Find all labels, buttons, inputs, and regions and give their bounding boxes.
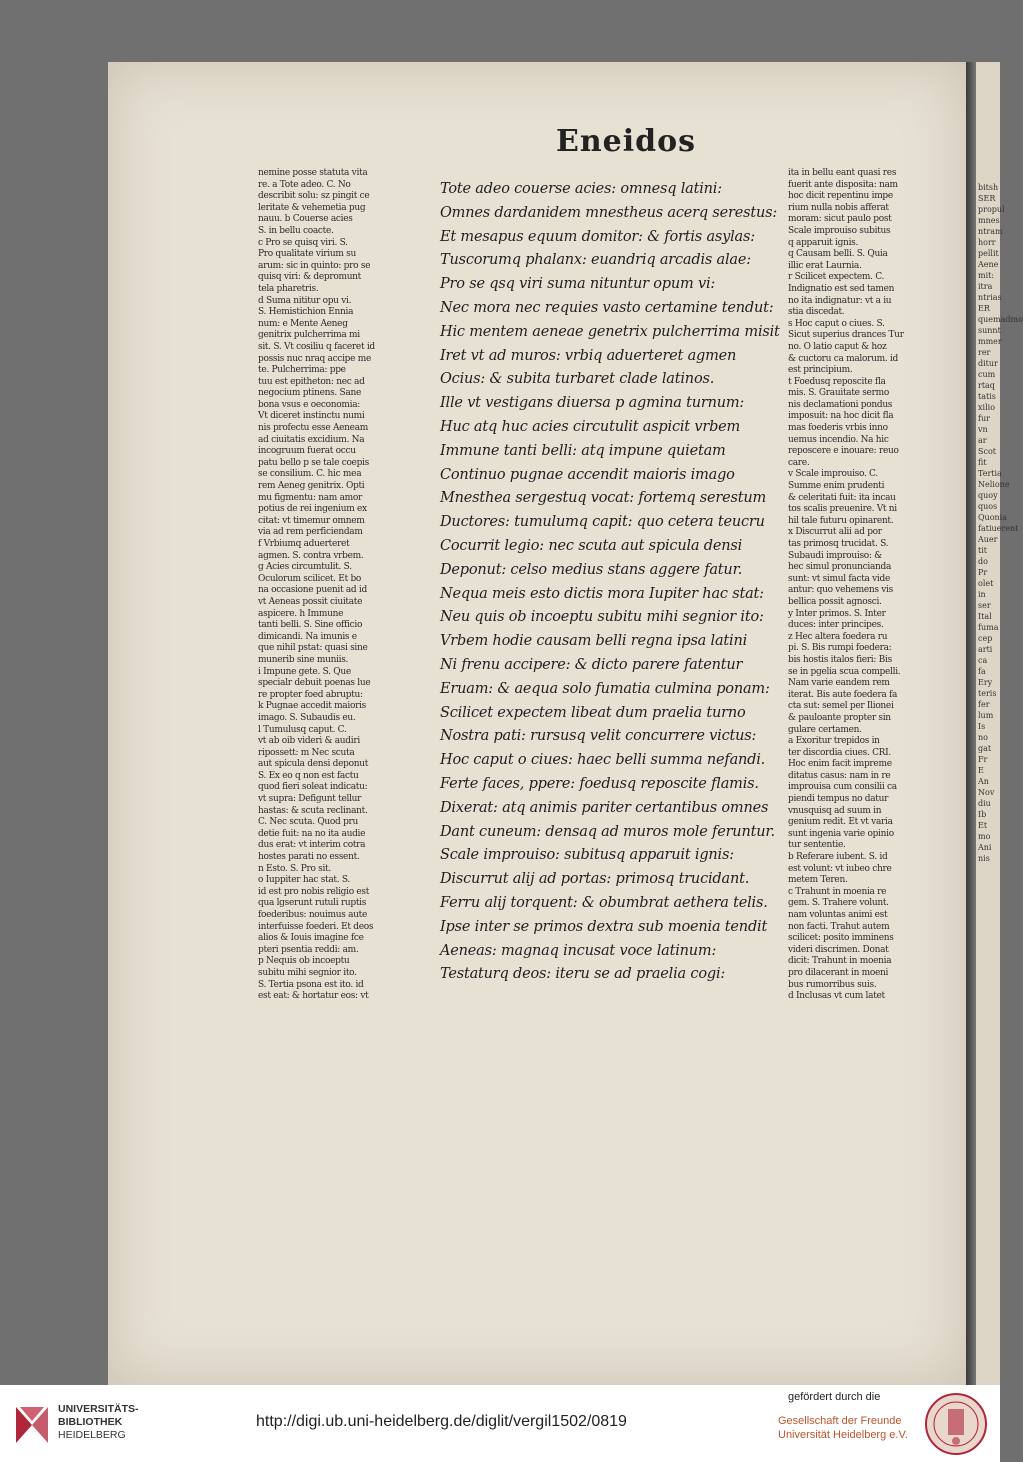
commentary-line: nemine posse statuta vita bbox=[258, 168, 368, 178]
verse-line: Dixerat: atq animis pariter certantibus omnes bbox=[440, 799, 769, 816]
book-gutter bbox=[966, 62, 976, 1385]
verse-line: Ille vt vestigans diuersa p agmina turnum: bbox=[440, 395, 745, 412]
verse-line: Huc atq huc acies circutulit aspicit vrbem bbox=[440, 418, 741, 435]
verse-line: Mnesthea sergestuq vocat: fortemq serestum bbox=[440, 490, 767, 507]
next-page-fragment: quemadmo bbox=[978, 315, 1023, 324]
verse-line: Scilicet expectem libeat dum praelia turno bbox=[440, 704, 746, 721]
commentary-line: interfuisse foederi. Et deos bbox=[258, 921, 374, 932]
commentary-line: hoc dicit repentinu impe bbox=[788, 191, 893, 202]
commentary-line: sunt: vt simul facta vide bbox=[788, 573, 890, 584]
commentary-line: mis. S. Grauitate sermo bbox=[788, 388, 889, 399]
commentary-line: S. Ex eo q non est factu bbox=[258, 770, 359, 781]
commentary-line: genium redit. Et vt varia bbox=[788, 817, 893, 828]
commentary-line: quod fieri soleat indicatu: bbox=[258, 782, 368, 793]
verse-line: Ipse inter se primos dextra sub moenia tendit bbox=[440, 918, 768, 935]
verse-line: Ocius: & subita turbaret clade latinos. bbox=[440, 371, 715, 388]
commentary-line: tanti belli. S. Sine officio bbox=[258, 620, 363, 631]
verse-line: Aeneas: magnaq incusat voce latinum: bbox=[440, 942, 717, 959]
commentary-line: aspicere. h Immune bbox=[258, 608, 344, 619]
commentary-line: S. in bellu coacte. bbox=[258, 225, 334, 236]
commentary-line: metem Teren. bbox=[788, 875, 848, 886]
commentary-line: moram: sicut paulo post bbox=[788, 214, 892, 225]
next-page-fragment: Pr bbox=[978, 568, 988, 577]
commentary-line: q apparuit ignis. bbox=[788, 237, 859, 248]
verse-line: Omnes dardanidem mnestheus acerq serestus: bbox=[440, 204, 778, 221]
commentary-line: rem Aeneg genitrix. Opti bbox=[258, 481, 365, 492]
commentary-line: stia discedat. bbox=[788, 307, 845, 318]
next-page-fragment: An bbox=[978, 777, 989, 786]
next-page-fragment: Scot bbox=[978, 447, 996, 456]
sponsor-name-line1[interactable]: Gesellschaft der Freunde bbox=[778, 1415, 902, 1427]
next-page-fragment: horr bbox=[978, 238, 996, 247]
next-page-fragment: no bbox=[978, 733, 988, 742]
commentary-line: rium nulla nobis afferat bbox=[788, 202, 889, 213]
verse-line: Eruam: & aequa solo fumatia culmina ponam: bbox=[440, 680, 770, 697]
commentary-line: Sicut superius drances Tur bbox=[788, 330, 904, 341]
commentary-line: & pauloante propter sin bbox=[788, 712, 891, 723]
next-page-fragment: ER bbox=[978, 304, 990, 313]
next-page-fragment: lum bbox=[978, 711, 994, 720]
commentary-line: n Esto. S. Pro sit. bbox=[258, 863, 331, 874]
next-page-fragment: fatiuerent bbox=[978, 524, 1019, 533]
next-page-fragment: mnes bbox=[978, 216, 1000, 225]
next-page-fragment: Et bbox=[978, 821, 988, 830]
next-page-fragment: cep bbox=[978, 634, 993, 643]
next-page-fragment: in bbox=[978, 590, 986, 599]
commentary-line: tur sententie. bbox=[788, 840, 846, 851]
commentary-line: qua lgserunt rutuli ruptis bbox=[258, 898, 367, 909]
commentary-line: hil tale futuru opinarent. bbox=[788, 515, 894, 526]
commentary-line: tuu est epitheton: nec ad bbox=[258, 376, 365, 387]
university-library-logo-icon bbox=[12, 1403, 52, 1445]
commentary-line: Subaudi improuiso: & bbox=[788, 550, 882, 561]
commentary-line: mas foederis vrbis inno bbox=[788, 423, 888, 434]
commentary-line: s Hoc caput o ciues. S. bbox=[788, 318, 885, 329]
next-page-fragment: Ib bbox=[978, 810, 987, 819]
next-page-fragment: Auer bbox=[978, 535, 998, 544]
next-page-fragment: quos bbox=[978, 502, 998, 511]
viewer-footer bbox=[0, 1385, 1000, 1462]
commentary-line: sunt ingenia varie opinio bbox=[788, 828, 894, 839]
commentary-line: mu figmentu: nam amor bbox=[258, 492, 363, 503]
commentary-line: possis nuc nraq accipe me bbox=[258, 353, 371, 364]
verse-line: Et mesapus equum domitor: & fortis asylas: bbox=[440, 228, 755, 245]
commentary-line: illic erat Laurnia. bbox=[788, 260, 862, 271]
commentary-line: bus rumorribus suis. bbox=[788, 979, 877, 990]
commentary-line: arum: sic in quinto: pro se bbox=[258, 260, 371, 271]
commentary-line: nis profectu esse Aeneam bbox=[258, 423, 369, 434]
verse-line: Tuscorumq phalanx: euandriq arcadis alae: bbox=[440, 252, 751, 269]
next-page-fragment: cum bbox=[978, 370, 996, 379]
institution-name-line2: BIBLIOTHEK bbox=[58, 1416, 123, 1428]
commentary-line: tas primosq trucidat. S. bbox=[788, 539, 889, 549]
commentary-line: sit. S. Vt cosiliu q faceret id bbox=[258, 341, 375, 352]
commentary-line: tos scalis preuenire. Vt ni bbox=[788, 504, 897, 515]
commentary-line: subitu mihi segnior ito. bbox=[258, 967, 357, 978]
next-page-fragment: xilio bbox=[978, 403, 996, 412]
verse-line: Nec mora nec requies vasto certamine tendut: bbox=[440, 299, 774, 316]
commentary-line: imago. S. Subaudis eu. bbox=[258, 712, 356, 723]
next-page-fragment: quoy bbox=[978, 491, 998, 500]
commentary-line: munerib sine muniis. bbox=[258, 654, 349, 665]
commentary-line: cta sut: semel per Ilionei bbox=[788, 701, 894, 712]
commentary-line: duces: inter principes. bbox=[788, 620, 884, 631]
next-page-fragment: tit bbox=[978, 546, 987, 555]
left-commentary-column bbox=[258, 168, 433, 1003]
commentary-line: Oculorum scilicet. Et bo bbox=[258, 573, 362, 584]
commentary-line: se in pgelia scua compelli. bbox=[788, 666, 901, 677]
commentary-line: vt ab oib videri & audiri bbox=[258, 736, 360, 747]
commentary-line: tela pharetris. bbox=[258, 283, 319, 294]
commentary-line: b Referare iubent. S. id bbox=[788, 852, 888, 863]
commentary-line: se consilium. C. hic mea bbox=[258, 469, 362, 480]
commentary-line: nam voluntas animi est bbox=[788, 910, 888, 920]
next-page-fragment: propul bbox=[978, 205, 1005, 214]
verse-line: Continuo pugnae accendit maioris imago bbox=[440, 466, 735, 483]
next-page-fragments bbox=[976, 62, 1023, 864]
next-page-fragment: diu bbox=[978, 799, 991, 808]
next-page-fragment: itra bbox=[978, 282, 993, 291]
commentary-line: id est pro nobis religio est bbox=[258, 886, 370, 897]
commentary-line: S. Tertia psona est ito. id bbox=[258, 979, 364, 990]
next-page-fragment: gat bbox=[978, 744, 992, 753]
commentary-line: uemus incendio. Na hic bbox=[788, 434, 889, 445]
next-page-fragment: pellit bbox=[978, 249, 999, 258]
next-page-fragment: Fr bbox=[978, 755, 988, 764]
verse-line: Ferte faces, ppere: foedusq reposcite flamis. bbox=[440, 775, 759, 792]
commentary-line: i Impune gete. S. Que bbox=[258, 666, 351, 677]
commentary-line: d Suma nititur opu vi. bbox=[258, 295, 352, 306]
verse-line: Ductores: tumulumq capit: quo cetera teucru bbox=[440, 514, 765, 531]
next-page-fragment: Nelione bbox=[978, 480, 1010, 489]
commentary-line: nauu. b Couerse acies bbox=[258, 214, 353, 225]
commentary-line: negocium ptinens. Sane bbox=[258, 388, 361, 399]
verse-line: Deponut: celso medius stans aggere fatur. bbox=[440, 561, 743, 578]
commentary-line: S. Hemistichion Ennia bbox=[258, 307, 354, 318]
commentary-line: scilicet: posito imminens bbox=[788, 933, 894, 944]
next-page-fragment: fuma bbox=[978, 623, 999, 632]
commentary-line: pi. S. Bis rumpi foedera: bbox=[788, 643, 892, 654]
commentary-line: gem. S. Trahere volunt. bbox=[788, 898, 889, 909]
next-page-fragment: Ani bbox=[978, 843, 992, 852]
commentary-line: q Causam belli. S. Quia bbox=[788, 249, 888, 260]
verse-line: Iret vt ad muros: vrbiq aduerteret agmen bbox=[440, 347, 737, 364]
commentary-line: ad ciuitatis excidium. Na bbox=[258, 434, 365, 445]
next-page-fragment: fur bbox=[978, 414, 990, 423]
commentary-line: alios & Iouis imagine fce bbox=[258, 933, 364, 944]
commentary-line: z Hec altera foedera ru bbox=[788, 631, 888, 642]
next-page-fragment: ca bbox=[978, 656, 988, 665]
next-page-fragment: teris bbox=[978, 689, 997, 698]
next-page-fragment: olet bbox=[978, 579, 994, 588]
verse-line: Tote adeo couerse acies: omnesq latini: bbox=[440, 181, 722, 197]
next-page-fragment: ditur bbox=[978, 359, 998, 368]
commentary-line: ripossett: m Nec scuta bbox=[258, 747, 355, 758]
verse-line: Scale improuiso: subitusq apparuit ignis: bbox=[440, 847, 734, 864]
next-page-fragment: mmer bbox=[978, 337, 1002, 346]
commentary-line: pteri psentia reddi: am. bbox=[258, 944, 359, 955]
verse-line: Discurrut alij ad portas: primosq trucidant. bbox=[440, 871, 750, 888]
commentary-line: d Inclusas vt cum latet bbox=[788, 991, 885, 1002]
next-page-fragment: E bbox=[978, 766, 984, 775]
next-page-fragment: rtaq bbox=[978, 381, 995, 390]
next-page-fragment: Is bbox=[978, 722, 986, 731]
next-page-fragment: Aene bbox=[978, 260, 999, 269]
commentary-line: bellica possit agnosci. bbox=[788, 596, 882, 607]
commentary-line: te. Pulcherrima: ppe bbox=[258, 365, 346, 376]
commentary-line: vt Aeneas possit ciuitate bbox=[258, 596, 363, 607]
commentary-line: antur: quo vehemens vis bbox=[788, 585, 893, 596]
commentary-line: describit solu: sz pingit ce bbox=[258, 191, 370, 202]
commentary-line: Scale improuiso subitus bbox=[788, 225, 891, 236]
commentary-line: Nam varie eandem rem bbox=[788, 678, 890, 689]
verse-line: Nostra pati: rursusq velit concurrere victus: bbox=[440, 728, 757, 745]
commentary-line: genitrix pulcherrima mi bbox=[258, 330, 360, 341]
verse-line: Pro se qsq viri suma nituntur opum vi: bbox=[440, 276, 716, 293]
commentary-line: patu bello p se tale coepis bbox=[258, 457, 369, 468]
commentary-line: est eat: & hortatur eos: vt bbox=[258, 991, 369, 1002]
commentary-line: dus erat: vt interim cotra bbox=[258, 840, 366, 851]
verse-line: Testaturq deos: iteru se ad praelia cogi: bbox=[440, 966, 726, 983]
commentary-line: gulare certamen. bbox=[788, 724, 862, 735]
commentary-line: Pro qualitate virium su bbox=[258, 249, 356, 260]
next-page-fragment: fit bbox=[978, 458, 987, 467]
commentary-line: care. bbox=[788, 457, 810, 468]
commentary-line: v Scale improuiso. C. bbox=[788, 469, 878, 480]
commentary-line: que nihil pstat: quasi sine bbox=[258, 643, 368, 654]
commentary-line: specialr debuit poenas lue bbox=[258, 678, 371, 689]
verse-line: Ni frenu accipere: & dicto parere fatentur bbox=[440, 656, 743, 673]
permalink-url[interactable]: http://digi.ub.uni-heidelberg.de/diglit/vergil1502/0819 bbox=[256, 1413, 627, 1430]
commentary-line: c Trahunt in moenia re bbox=[788, 886, 887, 897]
next-page-fragment: Nov bbox=[978, 788, 995, 797]
commentary-line: y Inter primos. S. Inter bbox=[788, 608, 886, 619]
commentary-line: reposcere e inouare: reuo bbox=[788, 446, 899, 457]
commentary-line: & cuctoru ca malorum. id bbox=[788, 353, 899, 364]
next-page-fragment: fer bbox=[978, 700, 990, 709]
commentary-line: r Scilicet expectem. C. bbox=[788, 272, 885, 283]
institution-name-line1: UNIVERSITÄTS- bbox=[58, 1403, 139, 1415]
commentary-line: incogruum fuerat occu bbox=[258, 446, 356, 457]
commentary-line: via ad rem perficiendam bbox=[258, 527, 363, 538]
next-page-fragment: ntrias bbox=[978, 293, 1002, 302]
next-page-fragment: ser bbox=[978, 601, 991, 610]
next-page-fragment: ntram bbox=[978, 227, 1003, 236]
next-page-fragment: mit: bbox=[978, 271, 995, 280]
commentary-line: ditatus casus: nam in re bbox=[788, 770, 891, 781]
commentary-line: vt supra: Defigunt tellur bbox=[258, 794, 362, 805]
verse-line: Hoc caput o ciues: haec belli summa nefandi. bbox=[440, 752, 766, 769]
commentary-line: ter discordia ciues. CRI. bbox=[788, 747, 891, 758]
next-page-fragment: fa bbox=[978, 667, 986, 676]
verse-line: Neu quis ob incoeptu subitu mihi segnior ito: bbox=[440, 609, 764, 626]
commentary-line: na occasione puenit ad id bbox=[258, 585, 367, 596]
next-page-edge bbox=[976, 62, 1023, 1385]
university-seal-icon bbox=[924, 1391, 988, 1457]
commentary-line: citat: vt timemur omnem bbox=[258, 515, 365, 526]
commentary-line: est volunt: vt iubeo chre bbox=[788, 863, 892, 874]
commentary-line: Indignatio est sed tamen bbox=[788, 283, 895, 294]
verse-line: Ferru alij torquent: & obumbrat aethera telis. bbox=[440, 894, 768, 911]
commentary-line: dimicandi. Na imunis e bbox=[258, 631, 357, 642]
commentary-line: piendi tempus no datur bbox=[788, 794, 889, 805]
commentary-line: C. Nec scuta. Quod pru bbox=[258, 817, 359, 828]
commentary-line: improuisa cum consilii ca bbox=[788, 782, 897, 793]
commentary-line: no. O latio caput & hoz bbox=[788, 341, 887, 352]
commentary-line: detie fuit: na no ita audie bbox=[258, 828, 366, 839]
funded-by-label: gefördert durch die bbox=[788, 1391, 881, 1403]
commentary-line: foederibus: nouimus aute bbox=[258, 910, 368, 920]
next-page-fragment: vn bbox=[978, 425, 988, 434]
commentary-line: c Pro se quisq viri. S. bbox=[258, 237, 348, 248]
verse-line: Dant cuneum: densaq ad muros mole feruntur. bbox=[440, 823, 775, 840]
verse-line: Hic mentem aeneae genetrix pulcherrima misit bbox=[440, 323, 780, 340]
commentary-line: k Pugnae accedit maioris bbox=[258, 701, 366, 712]
commentary-line: iterat. Bis aute foedera fa bbox=[788, 689, 898, 700]
verse-line: Vrbem hodie causam belli regna ipsa latini bbox=[440, 633, 748, 650]
commentary-line: quisq viri: & depromunt bbox=[258, 272, 361, 283]
next-page-fragment: sunnt bbox=[978, 326, 1001, 335]
next-page-fragment: bitsh bbox=[978, 183, 999, 192]
commentary-line: aut spicula densi deponut bbox=[258, 759, 369, 770]
verse-line: Cocurrit legio: nec scuta aut spicula densi bbox=[440, 537, 743, 554]
commentary-line: Hoc enim facit impreme bbox=[788, 759, 892, 770]
commentary-line: leritate & vehemetia pug bbox=[258, 202, 366, 213]
next-page-fragment: Ital bbox=[978, 612, 992, 621]
commentary-line: nis declamationi pondus bbox=[788, 399, 893, 410]
commentary-line: bis hostis italos fieri: Bis bbox=[788, 654, 892, 665]
next-page-fragment: arti bbox=[978, 645, 993, 654]
commentary-line: imposuit: na hoc dicit fla bbox=[788, 411, 894, 422]
commentary-line: Summe enim prudenti bbox=[788, 481, 885, 492]
next-page-fragment: SER bbox=[978, 194, 996, 203]
commentary-line: hec simul pronuncianda bbox=[788, 562, 892, 573]
commentary-line: f Vrbiumq aduerteret bbox=[258, 539, 350, 549]
next-page-fragment: rer bbox=[978, 348, 991, 357]
commentary-line: Vt diceret instinctu numi bbox=[258, 411, 365, 422]
institution-name-line3: HEIDELBERG bbox=[58, 1429, 126, 1441]
next-page-fragment: ar bbox=[978, 436, 987, 445]
next-page-fragment: tatis bbox=[978, 392, 996, 401]
commentary-line: no ita indignatur: vt a iu bbox=[788, 295, 892, 306]
commentary-line: hostes parati no essent. bbox=[258, 852, 360, 863]
next-page-fragment: mo bbox=[978, 832, 991, 841]
next-page-fragment: Quonia bbox=[978, 513, 1008, 522]
commentary-line: x Discurrut alii ad por bbox=[788, 527, 882, 538]
commentary-line: est principium. bbox=[788, 365, 853, 376]
commentary-line: pro dilacerant in moeni bbox=[788, 967, 889, 978]
commentary-line: non facti. Trahut autem bbox=[788, 921, 890, 932]
commentary-line: agmen. S. contra vrbem. bbox=[258, 550, 364, 561]
verse-line: Immune tanti belli: atq impune quietam bbox=[440, 442, 726, 459]
right-commentary-column bbox=[788, 168, 946, 1003]
commentary-line: re. a Tote adeo. C. No bbox=[258, 179, 351, 190]
commentary-line: ita in bellu eant quasi res bbox=[788, 168, 897, 178]
commentary-line: videri discrimen. Donat bbox=[788, 944, 889, 955]
commentary-line: p Nequis ob incoeptu bbox=[258, 956, 350, 967]
commentary-line: vnusquisq ad suum in bbox=[788, 805, 882, 816]
commentary-line: & celeritati fuit: ita incau bbox=[788, 492, 896, 503]
commentary-line: o Iuppiter hac stat. S. bbox=[258, 875, 350, 886]
commentary-line: bona vsus e oeconomia: bbox=[258, 399, 360, 410]
sponsor-name-line2[interactable]: Universität Heidelberg e.V. bbox=[778, 1429, 908, 1441]
commentary-line: dicit: Trahunt in moenia bbox=[788, 956, 892, 967]
next-page-fragment: Tertia bbox=[978, 469, 1002, 478]
commentary-line: hastas: & scuta reclinant. bbox=[258, 805, 368, 816]
commentary-line: num: e Mente Aeneg bbox=[258, 318, 348, 329]
commentary-line: t Foedusq reposcite fla bbox=[788, 376, 886, 387]
next-page-fragment: nis bbox=[978, 854, 990, 863]
commentary-line: a Exoritur trepidos in bbox=[788, 736, 880, 747]
commentary-line: l Tumulusq caput. C. bbox=[258, 724, 347, 735]
verse-column bbox=[440, 178, 785, 987]
commentary-line: fuerit ante disposita: nam bbox=[788, 179, 898, 190]
commentary-line: g Acies circumtulit. S. bbox=[258, 562, 352, 573]
commentary-line: potius de rei ingenium ex bbox=[258, 504, 367, 515]
next-page-fragment: do bbox=[978, 557, 988, 566]
next-page-fragment: Ery bbox=[978, 678, 993, 687]
verse-line: Nequa meis esto dictis mora Iupiter hac stat: bbox=[440, 585, 764, 602]
running-head: Eneidos bbox=[556, 124, 697, 159]
commentary-line: re propter foed abruptu: bbox=[258, 689, 363, 700]
